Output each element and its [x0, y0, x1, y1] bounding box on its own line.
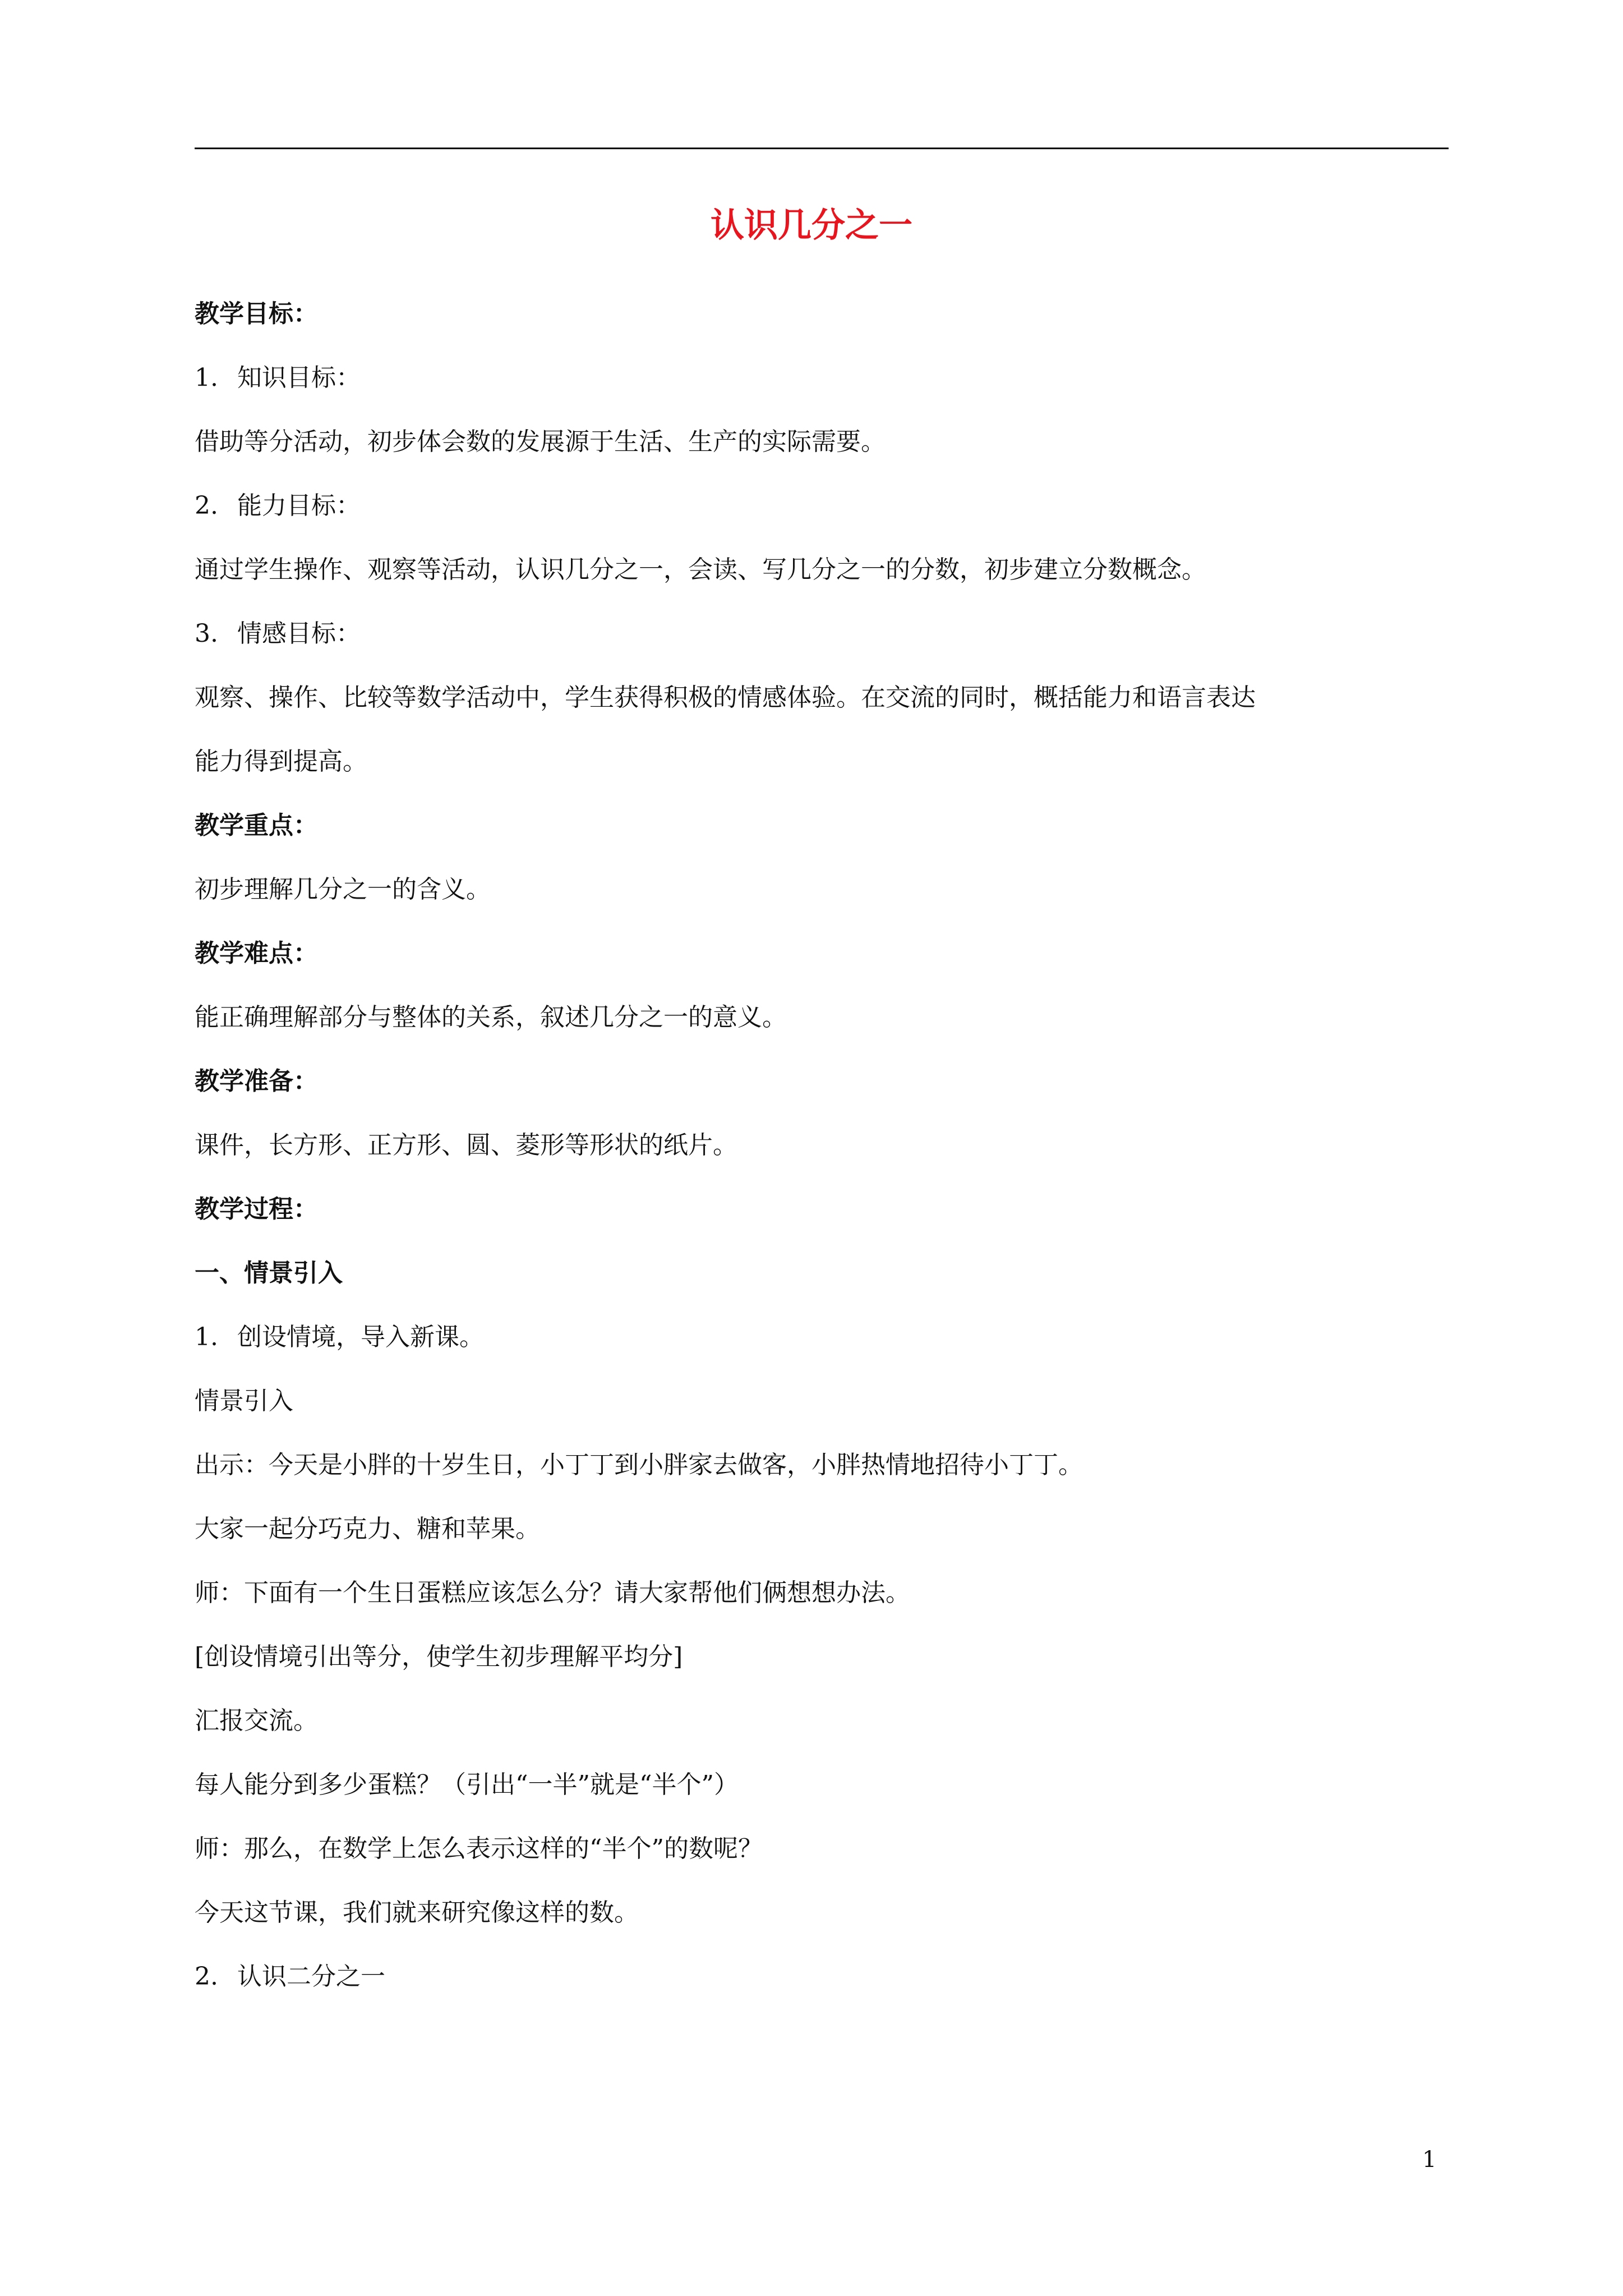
heading-key-points: 教学重点： [195, 811, 318, 840]
paragraph-line: 通过学生操作、观察等活动，认识几分之一，会读、写几分之一的分数，初步建立分数概念。 [195, 555, 1206, 584]
paragraph-line: 出示：今天是小胖的十岁生日，小丁丁到小胖家去做客，小胖热情地招待小丁丁。 [195, 1451, 1083, 1479]
list-item-one-half [195, 1964, 385, 1989]
paragraph-line: 汇报交流。 [195, 1706, 318, 1735]
paragraph-line: 今天这节课，我们就来研究像这样的数。 [195, 1898, 639, 1927]
header-rule [195, 148, 1449, 149]
paragraph-line: 师：下面有一个生日蛋糕应该怎么分？请大家帮他们俩想想办法。 [195, 1579, 910, 1607]
list-text: 认识二分之一 [237, 1962, 385, 1991]
paragraph-line: 大家一起分巧克力、糖和苹果。 [195, 1515, 540, 1543]
list-text: 知识目标： [237, 364, 361, 392]
document-title: 认识几分之一 [711, 206, 912, 245]
paragraph-line: 能正确理解部分与整体的关系，叙述几分之一的意义。 [195, 1003, 787, 1032]
paragraph-line: 师：那么，在数学上怎么表示这样的“半个”的数呢？ [195, 1834, 763, 1863]
list-item-ability-goal [195, 491, 361, 520]
list-number: 1. [195, 1323, 218, 1351]
list-number: 3. [195, 619, 218, 648]
paragraph-line: 观察、操作、比较等数学活动中，学生获得积极的情感体验。在交流的同时，概括能力和语言表达 [195, 683, 1256, 712]
paragraph-line: 能力得到提高。 [195, 747, 367, 776]
list-item-create-scenario [195, 1325, 484, 1350]
paragraph-line: 初步理解几分之一的含义。 [195, 875, 491, 904]
heading-teaching-goals: 教学目标： [195, 300, 318, 328]
heading-section-one: 一、情景引入 [195, 1259, 343, 1287]
page-number: 1 [1422, 2147, 1437, 2173]
paragraph-line: 情景引入 [195, 1387, 293, 1415]
list-number: 2. [195, 491, 218, 520]
heading-process: 教学过程： [195, 1195, 318, 1223]
list-item-emotion-goal [195, 619, 361, 648]
paragraph-line: 课件，长方形、正方形、圆、菱形等形状的纸片。 [195, 1131, 737, 1159]
paragraph-line: 借助等分活动，初步体会数的发展源于生活、生产的实际需要。 [195, 427, 886, 456]
list-item-knowledge-goal [195, 366, 361, 390]
paragraph-line: [创设情境引出等分，使学生初步理解平均分] [195, 1642, 683, 1671]
heading-preparation: 教学准备： [195, 1067, 318, 1096]
list-text: 能力目标： [237, 491, 361, 520]
list-number: 1. [195, 364, 218, 392]
list-number: 2. [195, 1962, 218, 1991]
list-text: 情感目标： [237, 619, 361, 648]
list-text: 创设情境，导入新课。 [237, 1323, 484, 1351]
heading-difficulties: 教学难点： [195, 939, 318, 968]
paragraph-line: 每人能分到多少蛋糕？（引出“一半”就是“半个”） [195, 1770, 739, 1799]
